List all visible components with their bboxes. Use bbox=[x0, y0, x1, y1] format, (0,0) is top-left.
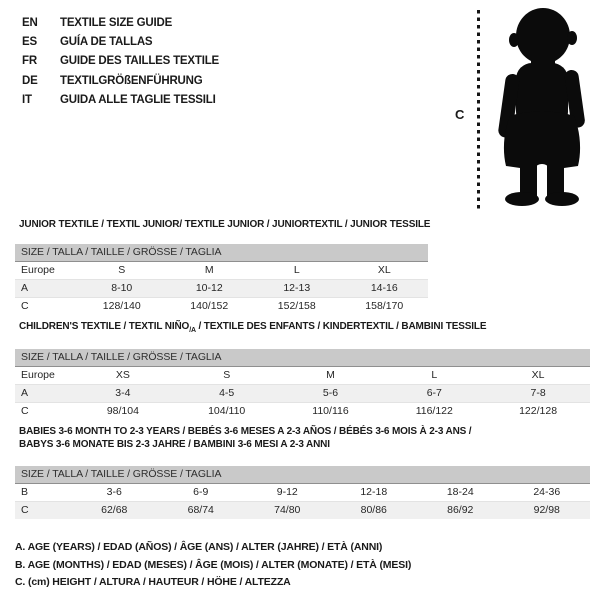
row-label: C bbox=[21, 504, 29, 516]
language-code: FR bbox=[22, 55, 37, 68]
language-code: DE bbox=[22, 74, 38, 87]
size-table-row bbox=[15, 501, 590, 519]
table-title-text: BABIES 3-6 MONTH TO 2-3 YEARS / BEBÉS 3-6 MESES A 2-3 AÑOS / BÉBÉS 3-6 MOIS À 2-3 ANS / bbox=[19, 426, 472, 437]
footnote-line: C. (cm) HEIGHT / ALTURA / HAUTEUR / HÖHE / ALTEZZA bbox=[15, 576, 291, 588]
size-cell: XL bbox=[377, 264, 391, 276]
size-cell: 158/170 bbox=[365, 300, 404, 312]
language-row bbox=[22, 71, 219, 90]
size-cell: 104/110 bbox=[208, 405, 246, 417]
footnote-line: A. AGE (YEARS) / EDAD (AÑOS) / ÂGE (ANS) / ALTER (JAHRE) / ETÀ (ANNI) bbox=[15, 541, 383, 553]
footnote-line: B. AGE (MONTHS) / EDAD (MESES) / ÂGE (MOIS) / ALTER (MONATE) / ETÀ (MESI) bbox=[15, 558, 412, 571]
language-label: TEXTILGRÖßENFÜHRUNG bbox=[60, 74, 203, 87]
toddler-silhouette-icon bbox=[486, 6, 598, 212]
size-cell: 10-12 bbox=[195, 282, 223, 294]
row-label: Europe bbox=[21, 264, 55, 276]
size-cell: S bbox=[223, 369, 231, 381]
size-cell: XL bbox=[531, 369, 545, 381]
size-cell: 152/158 bbox=[277, 300, 316, 312]
size-cell: 12-13 bbox=[283, 282, 311, 294]
table-title bbox=[15, 425, 590, 451]
table-title-line bbox=[19, 218, 431, 231]
size-cell: 8-10 bbox=[111, 282, 133, 294]
size-table-row bbox=[15, 367, 590, 384]
size-cell: 68/74 bbox=[187, 504, 214, 516]
language-code: IT bbox=[22, 93, 32, 106]
row-label: B bbox=[21, 486, 29, 498]
size-cell: 6-7 bbox=[426, 387, 442, 399]
size-cell: 62/68 bbox=[101, 504, 128, 516]
size-cell: 122/128 bbox=[519, 405, 558, 417]
size-cell: 3-6 bbox=[106, 486, 122, 498]
size-cell: 128/140 bbox=[102, 300, 141, 312]
language-label: GUIDA ALLE TAGLIE TESSILI bbox=[60, 93, 216, 106]
size-cell: 92/98 bbox=[533, 504, 560, 516]
junior-textile-table bbox=[15, 218, 431, 315]
size-header-bar: SIZE / TALLA / TAILLE / GRÖSSE / TAGLIA bbox=[15, 349, 590, 367]
size-cell: 110/116 bbox=[312, 405, 349, 417]
table-title-line bbox=[19, 320, 590, 337]
language-row bbox=[22, 13, 219, 32]
language-label: GUÍA DE TALLAS bbox=[60, 35, 153, 48]
table-body bbox=[15, 367, 590, 420]
size-cell: S bbox=[118, 264, 126, 276]
row-label: C bbox=[21, 405, 29, 417]
size-cell: 3-4 bbox=[115, 387, 131, 399]
language-row bbox=[22, 52, 219, 71]
size-header-bar: SIZE / TALLA / TAILLE / GRÖSSE / TAGLIA bbox=[15, 244, 428, 262]
table-title-text: / TEXTILE DES ENFANTS / KINDERTEXTIL / BAMBINI TESSILE bbox=[195, 321, 487, 332]
dotted-height-line-icon bbox=[477, 10, 480, 211]
row-label: A bbox=[21, 282, 29, 294]
table-title-text: /A bbox=[189, 327, 196, 334]
babies-textile-table bbox=[15, 425, 590, 519]
size-table-row bbox=[15, 262, 428, 279]
size-cell: 12-18 bbox=[360, 486, 388, 498]
size-header-bar: SIZE / TALLA / TAILLE / GRÖSSE / TAGLIA bbox=[15, 466, 590, 484]
size-cell: 86/92 bbox=[447, 504, 474, 516]
row-label: C bbox=[21, 300, 29, 312]
language-code: EN bbox=[22, 16, 38, 29]
size-cell: 5-6 bbox=[322, 387, 339, 399]
size-cell: 7-8 bbox=[530, 387, 546, 399]
table-title-text: CHILDREN'S TEXTILE / TEXTIL NIÑO bbox=[19, 321, 190, 332]
size-cell: 14-16 bbox=[370, 282, 398, 294]
size-cell: M bbox=[326, 369, 335, 381]
size-cell: 98/104 bbox=[106, 405, 139, 417]
size-cell: 140/152 bbox=[190, 300, 229, 312]
table-title bbox=[15, 320, 590, 337]
size-cell: M bbox=[204, 264, 214, 276]
size-cell: 74/80 bbox=[274, 504, 301, 516]
size-cell: L bbox=[431, 369, 438, 381]
size-cell: 18-24 bbox=[446, 486, 474, 498]
language-row bbox=[22, 90, 219, 109]
size-cell: 80/86 bbox=[360, 504, 387, 516]
size-cell: 116/122 bbox=[415, 405, 453, 417]
language-list bbox=[22, 13, 219, 109]
language-label: TEXTILE SIZE GUIDE bbox=[60, 16, 173, 29]
size-table-row bbox=[15, 279, 428, 297]
row-label: Europe bbox=[21, 369, 55, 381]
row-label: A bbox=[21, 387, 29, 399]
size-table-row bbox=[15, 484, 590, 501]
table-title-line bbox=[19, 438, 590, 451]
size-cell: 9-12 bbox=[276, 486, 298, 498]
size-cell: 6-9 bbox=[193, 486, 209, 498]
language-label: GUIDE DES TAILLES TEXTILE bbox=[60, 55, 219, 68]
table-title-text: BABYS 3-6 MONATE BIS 2-3 JAHRE / BAMBINI 3-6 MESI A 2-3 ANNI bbox=[19, 439, 330, 450]
table-body bbox=[15, 262, 428, 315]
size-cell: 24-36 bbox=[533, 486, 561, 498]
language-code: ES bbox=[22, 35, 37, 48]
size-cell: L bbox=[293, 264, 300, 276]
size-table-row bbox=[15, 384, 590, 402]
size-table-row bbox=[15, 297, 428, 315]
size-cell: 4-5 bbox=[219, 387, 235, 399]
childrens-textile-table bbox=[15, 320, 590, 420]
table-body bbox=[15, 484, 590, 519]
size-table-row bbox=[15, 402, 590, 420]
language-row bbox=[22, 32, 219, 51]
table-title bbox=[15, 218, 431, 231]
height-measure-label: C bbox=[455, 107, 465, 122]
table-title-text: JUNIOR TEXTILE / TEXTIL JUNIOR/ TEXTILE JUNIOR / JUNIORTEXTIL / JUNIOR TESSILE bbox=[19, 219, 431, 230]
table-title-line bbox=[19, 425, 590, 438]
size-cell: XS bbox=[115, 369, 130, 381]
footnote-legend bbox=[15, 539, 411, 592]
